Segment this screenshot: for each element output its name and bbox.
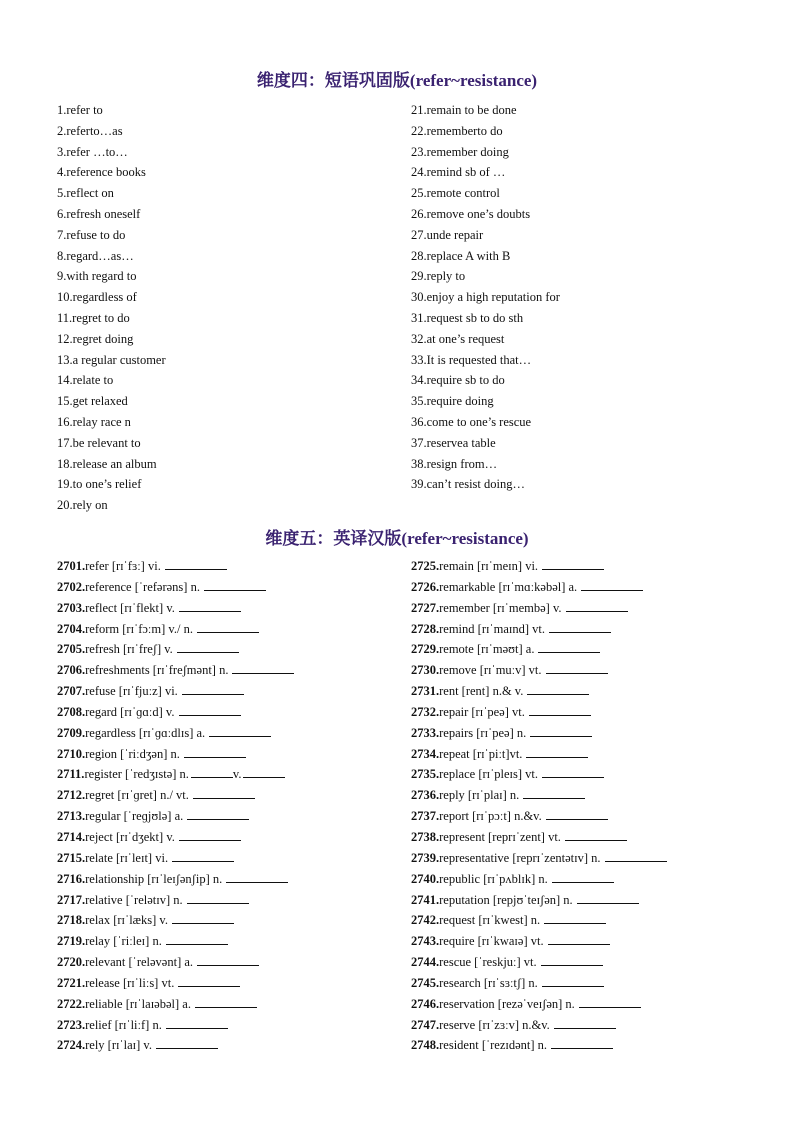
vocab-word: refuse [rɪˈfjuːz] vi.: [85, 684, 178, 699]
vocab-word: reject [rɪˈdʒekt] v.: [85, 829, 175, 844]
phrase-item: 2.referto…as: [57, 123, 123, 138]
answer-blank[interactable]: [165, 559, 227, 570]
phrase-item: 24.remind sb of …: [411, 165, 506, 180]
phrase-item: 28.replace A with B: [411, 248, 511, 263]
phrase-item: 22.rememberto do: [411, 123, 503, 138]
phrase-item: 35.require doing: [411, 394, 494, 409]
vocab-word: repeat [rɪˈpiːt]vt.: [439, 746, 523, 761]
vocab-word: relevant [ˈreləvənt] a.: [85, 955, 194, 970]
answer-blank[interactable]: [209, 726, 271, 737]
vocab-word: remember [rɪˈmembə] v.: [439, 600, 562, 615]
answer-blank[interactable]: [577, 893, 639, 904]
vocab-number: 2718.: [57, 913, 86, 928]
phrase-item: 13.a regular customer: [57, 352, 166, 367]
answer-blank[interactable]: [179, 705, 241, 716]
phrase-item: 9.with regard to: [57, 269, 137, 284]
vocab-number: 2728.: [411, 621, 440, 636]
vocab-number: 2735.: [411, 767, 440, 782]
vocab-item: [57, 619, 294, 640]
vocab-word: representative [reprɪˈzentətɪv] n.: [439, 850, 601, 865]
answer-blank[interactable]: [195, 997, 257, 1008]
vocab-item: [57, 952, 294, 973]
answer-blank[interactable]: [542, 559, 604, 570]
vocab-word: relate [rɪˈleɪt] vi.: [85, 850, 169, 865]
answer-blank[interactable]: [552, 872, 614, 883]
phrase-item: 38.resign from…: [411, 456, 498, 471]
phrase-item: 3.refer …to…: [57, 144, 128, 159]
vocab-number: 2744.: [411, 955, 440, 970]
vocab-word-part: v.: [232, 767, 242, 782]
vocab-number: 2726.: [411, 579, 440, 594]
vocab-item: [57, 806, 294, 827]
phrase-item: 31.request sb to do sth: [411, 310, 524, 325]
vocab-number: 2747.: [411, 1017, 440, 1032]
answer-blank[interactable]: [549, 622, 611, 633]
phrase-item: 1.refer to: [57, 103, 103, 117]
vocab-word: remote [rɪˈməʊt] a.: [439, 642, 535, 657]
vocab-number: 2732.: [411, 704, 440, 719]
vocab-item: [411, 702, 667, 723]
phrase-item: 32.at one’s request: [411, 331, 505, 346]
phrase-item: 16.relay race n: [57, 414, 131, 429]
vocab-item: [411, 848, 667, 869]
vocab-word: rescue [ˈreskjuː] vt.: [439, 955, 537, 970]
answer-blank[interactable]: [232, 663, 294, 674]
vocab-number: 2708.: [57, 704, 86, 719]
vocab-item: [411, 952, 667, 973]
vocab-word: refreshments [rɪˈfreʃmənt] n.: [85, 663, 229, 678]
vocab-item: [411, 931, 667, 952]
vocab-word: require [rɪˈkwaɪə] vt.: [439, 934, 544, 949]
vocab-item: [57, 1015, 294, 1036]
vocab-number: 2742.: [411, 913, 440, 928]
vocab-number: 2723.: [57, 1017, 86, 1032]
vocab-word: rely [rɪˈlaɪ] v.: [85, 1038, 152, 1053]
answer-blank[interactable]: [204, 580, 266, 591]
vocab-word: regard [rɪˈɡɑːd] v.: [85, 704, 175, 719]
vocab-word: research [rɪˈsɜːtʃ] n.: [439, 975, 538, 990]
answer-blank[interactable]: [187, 893, 249, 904]
vocab-word: request [rɪˈkwest] n.: [439, 913, 541, 928]
vocab-word: reliable [rɪˈlaɪəbəl] a.: [85, 996, 191, 1011]
vocab-number: 2703.: [57, 600, 86, 615]
vocab-item: [411, 723, 667, 744]
vocab-item: [411, 744, 667, 765]
vocab-word: release [rɪˈliːs] vt.: [85, 975, 175, 990]
vocab-word: represent [reprɪˈzent] vt.: [439, 829, 561, 844]
answer-blank[interactable]: [184, 747, 246, 758]
vocab-item: [57, 639, 294, 660]
vocab-item: [57, 910, 294, 931]
answer-blank[interactable]: [226, 872, 288, 883]
answer-blank[interactable]: [554, 1018, 616, 1029]
vocab-number: 2734.: [411, 746, 440, 761]
vocab-number: 2722.: [57, 996, 86, 1011]
vocab-word: reflect [rɪˈflekt] v.: [85, 600, 175, 615]
answer-blank[interactable]: [548, 934, 610, 945]
answer-blank[interactable]: [187, 809, 249, 820]
vocab-word: remind [rɪˈmaɪnd] vt.: [439, 621, 545, 636]
vocab-list-right: [411, 556, 667, 1056]
phrase-item: 39.can’t resist doing…: [411, 477, 525, 492]
vocab-item: [57, 994, 294, 1015]
vocab-word: regardless [rɪˈɡɑːdlɪs] a.: [85, 725, 206, 740]
vocab-item: [57, 785, 294, 806]
phrase-item: 33.It is requested that…: [411, 352, 532, 367]
answer-blank[interactable]: [565, 830, 627, 841]
vocab-word: reserve [rɪˈzɜːv] n.&v.: [439, 1017, 550, 1032]
vocab-word: replace [rɪˈpleɪs] vt.: [439, 767, 539, 782]
answer-blank[interactable]: [193, 788, 255, 799]
answer-blank[interactable]: [527, 684, 589, 695]
vocab-item: [411, 619, 667, 640]
phrase-item: 10.regardless of: [57, 290, 137, 305]
answer-blank[interactable]: [172, 851, 234, 862]
vocab-item: [411, 764, 667, 785]
phrase-item: 36.come to one’s rescue: [411, 414, 532, 429]
answer-blank[interactable]: [243, 767, 285, 778]
vocab-word: remove [rɪˈmuːv] vt.: [439, 663, 542, 678]
vocab-item: [57, 744, 294, 765]
vocab-word: refer [rɪˈfɜː] vi.: [85, 559, 161, 573]
vocab-item: [57, 848, 294, 869]
phrase-item: 26.remove one’s doubts: [411, 206, 531, 221]
vocab-number: 2741.: [411, 892, 440, 907]
answer-blank[interactable]: [544, 913, 606, 924]
answer-blank[interactable]: [178, 976, 240, 987]
vocab-word: reply [rɪˈplaɪ] n.: [439, 788, 520, 803]
vocab-item: [57, 1035, 294, 1056]
vocab-word: relative [ˈrelətɪv] n.: [85, 892, 183, 907]
vocab-number: 2725.: [411, 559, 440, 573]
vocab-word: remarkable [rɪˈmɑːkəbəl] a.: [439, 579, 578, 594]
phrase-item: 5.reflect on: [57, 186, 114, 201]
vocab-word: relay [ˈriːleɪ] n.: [85, 934, 162, 949]
vocab-word: reputation [repjʊˈteɪʃən] n.: [439, 892, 573, 907]
answer-blank[interactable]: [197, 622, 259, 633]
answer-blank[interactable]: [605, 851, 667, 862]
vocab-word: refresh [rɪˈfreʃ] v.: [85, 642, 173, 657]
answer-blank[interactable]: [529, 705, 591, 716]
phrase-item: 15.get relaxed: [57, 394, 128, 409]
phrase-item: 21.remain to be done: [411, 103, 517, 117]
vocab-item: [57, 702, 294, 723]
vocab-number: 2746.: [411, 996, 440, 1011]
vocab-item: [411, 785, 667, 806]
answer-blank[interactable]: [541, 955, 603, 966]
vocab-number: 2729.: [411, 642, 440, 657]
vocab-number: 2713.: [57, 809, 86, 824]
vocab-item: [411, 660, 667, 681]
phrase-item: 14.relate to: [57, 373, 114, 388]
vocab-item: [57, 869, 294, 890]
vocab-word: regular [ˈreɡjʊlə] a.: [85, 809, 184, 824]
vocab-number: 2715.: [57, 850, 86, 865]
vocab-number: 2712.: [57, 788, 86, 803]
vocab-number: 2737.: [411, 809, 440, 824]
phrase-item: 25.remote control: [411, 186, 500, 201]
vocab-item: [411, 577, 667, 598]
vocab-item: [411, 806, 667, 827]
vocab-number: 2736.: [411, 788, 440, 803]
vocab-number: 2739.: [411, 850, 440, 865]
vocab-item: [411, 598, 667, 619]
vocab-number: 2711.: [57, 767, 85, 782]
answer-blank[interactable]: [523, 788, 585, 799]
phrase-item: 23.remember doing: [411, 144, 509, 159]
vocab-word: reservation [rezəˈveɪʃən] n.: [439, 996, 575, 1011]
vocab-number: 2716.: [57, 871, 86, 886]
vocab-number: 2731.: [411, 684, 440, 699]
answer-blank[interactable]: [551, 1038, 613, 1049]
vocab-item: [57, 827, 294, 848]
answer-blank[interactable]: [542, 976, 604, 987]
phrase-item: 8.regard…as…: [57, 248, 134, 263]
phrase-item: 37.reservea table: [411, 435, 496, 450]
vocab-number: 2743.: [411, 934, 440, 949]
section-four-title: 维度四：短语巩固版(refer~resistance): [256, 71, 538, 90]
vocab-word: reform [rɪˈfɔːm] v./ n.: [85, 621, 193, 636]
vocab-word: regret [rɪˈɡret] n./ vt.: [85, 788, 189, 803]
phrase-item: 11.regret to do: [57, 310, 130, 325]
vocab-item: [57, 764, 294, 785]
vocab-number: 2709.: [57, 725, 86, 740]
phrase-item: 4.reference books: [57, 165, 146, 180]
vocab-number: 2721.: [57, 975, 86, 990]
vocab-number: 2738.: [411, 829, 440, 844]
vocab-item: [57, 890, 294, 911]
vocab-number: 2730.: [411, 663, 440, 678]
phrase-item: 6.refresh oneself: [57, 206, 141, 221]
section-five-title: 维度五：英译汉版(refer~resistance): [265, 529, 529, 548]
vocab-number: 2745.: [411, 975, 440, 990]
answer-blank[interactable]: [179, 601, 241, 612]
phrase-item: 30.enjoy a high reputation for: [411, 290, 560, 305]
answer-blank[interactable]: [546, 663, 608, 674]
phrase-item: 17.be relevant to: [57, 435, 141, 450]
phrase-item: 27.unde repair: [411, 227, 484, 242]
vocab-item: [411, 827, 667, 848]
vocab-number: 2710.: [57, 746, 86, 761]
answer-blank[interactable]: [166, 934, 228, 945]
vocab-number: 2733.: [411, 725, 440, 740]
vocab-number: 2701.: [57, 559, 86, 573]
phrase-item: 29.reply to: [411, 269, 466, 284]
vocab-item: [411, 890, 667, 911]
vocab-item: [57, 660, 294, 681]
answer-blank[interactable]: [166, 1018, 228, 1029]
vocab-item: [411, 639, 667, 660]
vocab-word: register [ˈredʒɪstə] n.: [84, 767, 189, 782]
phrase-item: 34.require sb to do: [411, 373, 505, 388]
vocab-number: 2720.: [57, 955, 86, 970]
phrase-list-right: [411, 100, 560, 495]
vocab-word: relax [rɪˈlæks] v.: [85, 913, 168, 928]
vocab-item: [57, 681, 294, 702]
vocab-number: 2705.: [57, 642, 86, 657]
answer-blank[interactable]: [538, 642, 600, 653]
vocab-item: [411, 910, 667, 931]
vocab-number: 2702.: [57, 579, 86, 594]
vocab-word: report [rɪˈpɔːt] n.&v.: [439, 809, 542, 824]
vocab-number: 2727.: [411, 600, 440, 615]
vocab-word: relationship [rɪˈleɪʃənʃip] n.: [85, 871, 223, 886]
vocab-item: [57, 973, 294, 994]
phrase-list-left: [57, 100, 166, 516]
answer-blank[interactable]: [182, 684, 244, 695]
vocab-item: [411, 556, 667, 577]
vocab-word: region [ˈriːdʒən] n.: [85, 746, 180, 761]
vocab-number: 2740.: [411, 871, 440, 886]
answer-blank[interactable]: [191, 767, 233, 778]
vocab-item: [57, 577, 294, 598]
vocab-item: [411, 994, 667, 1015]
vocab-number: 2719.: [57, 934, 86, 949]
vocab-word: reference [ˈrefərəns] n.: [85, 579, 200, 594]
phrase-item: 7.refuse to do: [57, 227, 126, 242]
vocab-item: [411, 869, 667, 890]
answer-blank[interactable]: [172, 913, 234, 924]
vocab-item: [57, 556, 294, 577]
answer-blank[interactable]: [566, 601, 628, 612]
answer-blank[interactable]: [542, 767, 604, 778]
vocab-word: repair [rɪˈpeə] vt.: [439, 704, 525, 719]
vocab-item: [57, 723, 294, 744]
answer-blank[interactable]: [579, 997, 641, 1008]
answer-blank[interactable]: [156, 1038, 218, 1049]
vocab-item: [411, 681, 667, 702]
vocab-word: rent [rent] n.& v.: [439, 684, 524, 699]
vocab-word: resident [ˈrezɪdənt] n.: [439, 1038, 548, 1053]
vocab-number: 2717.: [57, 892, 86, 907]
answer-blank[interactable]: [526, 747, 588, 758]
vocab-number: 2724.: [57, 1038, 86, 1053]
vocab-number: 2707.: [57, 684, 86, 699]
answer-blank[interactable]: [581, 580, 643, 591]
vocab-number: 2748.: [411, 1038, 440, 1053]
vocab-number: 2704.: [57, 621, 86, 636]
answer-blank[interactable]: [197, 955, 259, 966]
vocab-word: relief [rɪˈliːf] n.: [85, 1017, 162, 1032]
vocab-item: [57, 931, 294, 952]
vocab-item: [411, 1035, 667, 1056]
answer-blank[interactable]: [530, 726, 592, 737]
answer-blank[interactable]: [546, 809, 608, 820]
vocab-item: [411, 1015, 667, 1036]
vocab-word: republic [rɪˈpʌblɪk] n.: [439, 871, 548, 886]
answer-blank[interactable]: [179, 830, 241, 841]
vocab-word: repairs [rɪˈpeə] n.: [439, 725, 527, 740]
phrase-item: 12.regret doing: [57, 331, 134, 346]
phrase-item: 19.to one’s relief: [57, 477, 142, 492]
phrase-item: 20.rely on: [57, 498, 108, 513]
vocab-item: [411, 973, 667, 994]
answer-blank[interactable]: [177, 642, 239, 653]
vocab-item: [57, 598, 294, 619]
phrase-item: 18.release an album: [57, 456, 157, 471]
vocab-list-left: [57, 556, 294, 1056]
vocab-number: 2706.: [57, 663, 86, 678]
vocab-number: 2714.: [57, 829, 86, 844]
vocab-word: remain [rɪˈmeɪn] vi.: [439, 559, 539, 573]
